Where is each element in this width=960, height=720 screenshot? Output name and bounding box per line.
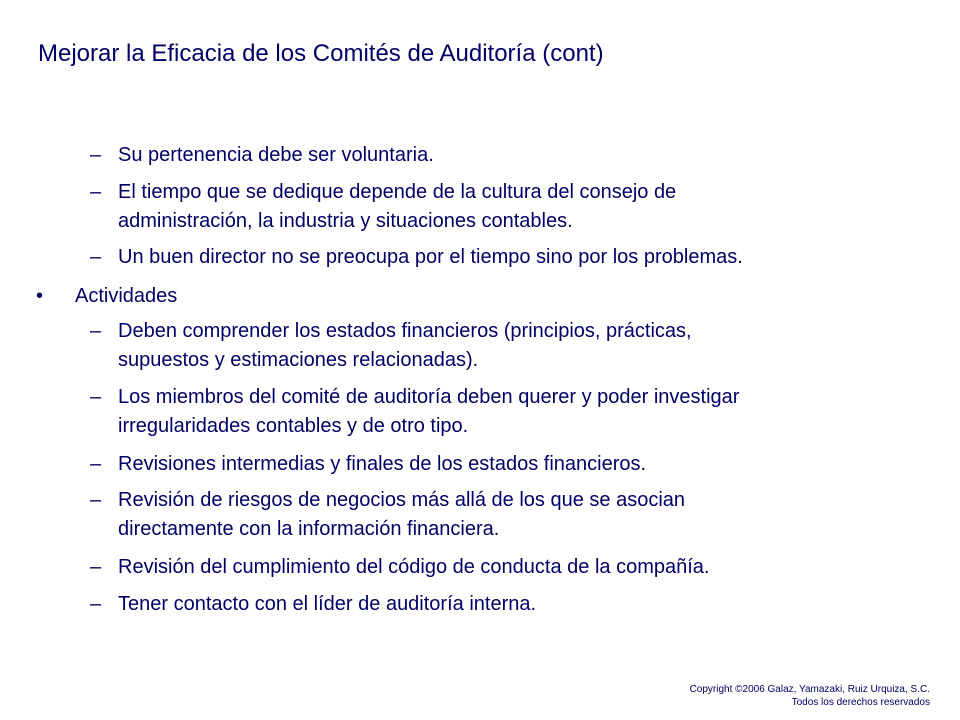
bullet-marker: • [36, 285, 44, 307]
bullet-text: Revisión de riesgos de negocios más allá de los que se asocian [118, 489, 686, 511]
bullet-text: Tener contacto con el líder de auditoría interna. [118, 593, 537, 615]
copyright-notice [690, 683, 930, 709]
bullet-text: Deben comprender los estados financieros (principios, prácticas, [118, 320, 692, 342]
bullet-text-continued: supuestos y estimaciones relacionadas). [118, 349, 479, 371]
rights-reserved-line: Todos los derechos reservados [791, 697, 930, 708]
bullet-text: Su pertenencia debe ser voluntaria. [118, 144, 434, 166]
bullet-text: Un buen director no se preocupa por el tiempo sino por los problemas. [118, 246, 743, 268]
bullet-text: Los miembros del comité de auditoría deben querer y poder investigar [118, 386, 740, 408]
bullet-text: Revisiones intermedias y finales de los estados financieros. [118, 453, 647, 475]
copyright-line: Copyright ©2006 Galaz, Yamazaki, Ruiz Urquiza, S.C. [689, 684, 930, 695]
dash-marker: – [90, 246, 102, 268]
dash-marker: – [90, 144, 102, 166]
dash-marker: – [90, 320, 102, 342]
bullet-text-continued: directamente con la información financiera. [118, 518, 500, 540]
dash-marker: – [90, 489, 102, 511]
bullet-text: El tiempo que se dedique depende de la cultura del consejo de [118, 181, 677, 203]
dash-marker: – [90, 181, 102, 203]
bullet-text: Actividades [75, 285, 178, 307]
slide-title: Mejorar la Eficacia de los Comités de Auditoría (cont) [38, 40, 604, 67]
dash-marker: – [90, 386, 102, 408]
dash-marker: – [90, 593, 102, 615]
dash-marker: – [90, 453, 102, 475]
bullet-text-continued: irregularidades contables y de otro tipo. [118, 415, 469, 437]
bullet-text: Revisión del cumplimiento del código de conducta de la compañía. [118, 556, 710, 578]
dash-marker: – [90, 556, 102, 578]
bullet-text-continued: administración, la industria y situaciones contables. [118, 210, 573, 232]
